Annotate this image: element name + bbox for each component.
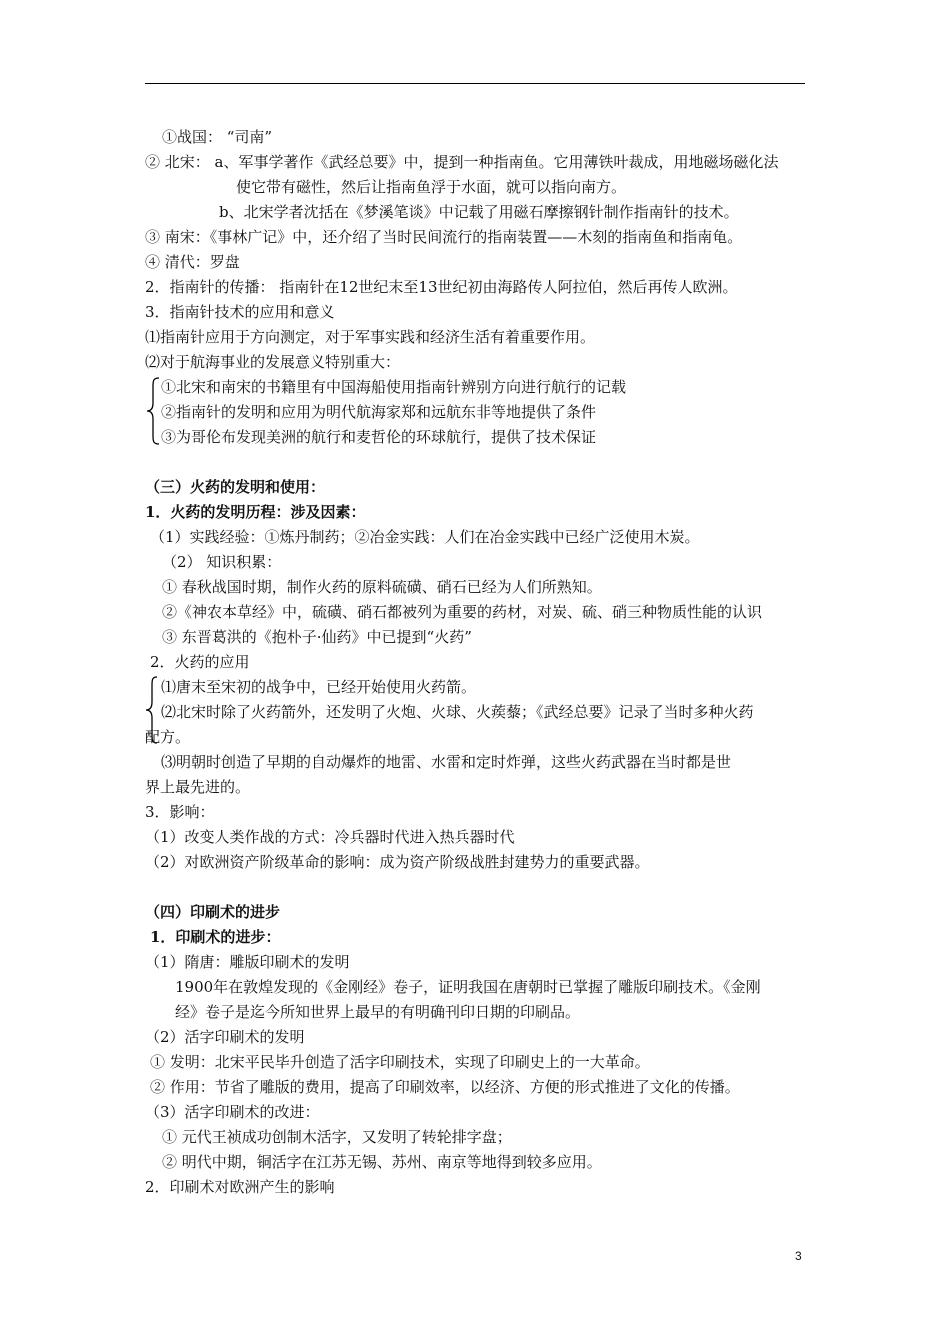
text-line: ①战国： “司南”: [162, 128, 273, 146]
text-line: ② 明代中期，铜活字在江苏无锡、苏州、南京等地得到较多应用。: [162, 1153, 602, 1171]
text-line: ① 春秋战国时期，制作火药的原料硫磺、硝石已经为人们所熟知。: [162, 578, 602, 596]
text-line: ②指南针的发明和应用为明代航海家郑和远航东非等地提供了条件: [161, 403, 597, 421]
text-line: ② 北宋： a、军事学著作《武经总要》中，提到一种指南鱼。它用薄铁叶裁成，用地磁场磁化法: [145, 153, 779, 171]
text-line: ⑴唐末至宋初的战争中，已经开始使用火药箭。: [161, 678, 477, 696]
section-heading: （三）火药的发明和使用：: [145, 478, 326, 496]
text-line: ③为哥伦布发现美洲的航行和麦哲伦的环球航行，提供了技术保证: [161, 428, 597, 446]
header-rule: [145, 83, 805, 84]
text-line: 使它带有磁性，然后让指南鱼浮于水面，就可以指向南方。: [236, 178, 627, 196]
text-line: ②《神农本草经》中，硫磺、硝石都被列为重要的药材，对炭、硫、硝三种物质性能的认识: [162, 603, 763, 621]
page-number: 3: [795, 1249, 802, 1263]
text-line: 2．指南针的传播： 指南针在12世纪末至13世纪初由海路传人阿拉伯，然后再传人欧洲。: [145, 278, 738, 296]
text-line: ① 元代王祯成功创制木活字，又发明了转轮排字盘；: [162, 1128, 512, 1146]
text-line: ⑵对于航海事业的发展意义特别重大：: [145, 353, 401, 371]
text-line: ④ 清代：罗盘: [145, 253, 240, 271]
text-line: （2） 知识积累：: [162, 553, 282, 571]
text-line: 界上最先进的。: [145, 778, 251, 796]
text-line: （1）实践经验：①炼丹制药；②冶金实践：人们在冶金实践中已经广泛使用木炭。: [150, 528, 700, 546]
text-line: b、北宋学者沈括在《梦溪笔谈》中记载了用磁石摩擦钢针制作指南针的技术。: [219, 203, 739, 221]
text-line: 1900年在敦煌发现的《金刚经》卷子，证明我国在唐朝时已掌握了雕版印刷技术。《金刚: [175, 978, 761, 996]
section-heading: （四）印刷术的进步: [145, 903, 281, 921]
text-line: ⑵北宋时除了火药箭外，还发明了火炮、火球、火蒺藜；《武经总要》记录了当时多种火药: [161, 703, 754, 721]
text-line: 2．印刷术对欧洲产生的影响: [145, 1178, 335, 1196]
text-line: ③ 南宋：《事林广记》中，还介绍了当时民间流行的指南装置——木刻的指南鱼和指南龟。: [145, 228, 743, 246]
subsection-heading: 1．火药的发明历程：涉及因素：: [145, 503, 366, 521]
subsection-heading: 1．印刷术的进步：: [150, 928, 281, 946]
text-line: （3）活字印刷术的改进：: [145, 1103, 320, 1121]
text-line: ② 作用：节省了雕版的费用，提高了印刷效率，以经济、方便的形式推进了文化的传播。: [150, 1078, 740, 1096]
text-line: 配方。: [145, 728, 191, 746]
text-line: ③ 东晋葛洪的《抱朴子·仙药》中已提到“火药”: [162, 628, 472, 646]
text-line: ⑶明朝时创造了早期的自动爆炸的地雷、水雷和定时炸弹，这些火药武器在当时都是世: [161, 753, 732, 771]
text-line: ① 发明：北宋平民毕升创造了活字印刷技术，实现了印刷史上的一大革命。: [150, 1053, 650, 1071]
text-line: （1）改变人类作战的方式：冷兵器时代进入热兵器时代: [145, 828, 515, 846]
text-line: ⑴指南针应用于方向测定，对于军事实践和经济生活有着重要作用。: [145, 328, 596, 346]
text-line: 3．影响：: [145, 803, 215, 821]
text-line: 经》卷子是迄今所知世界上最早的有明确刊印日期的印刷品。: [175, 1003, 581, 1021]
curly-brace-icon: [145, 377, 161, 445]
text-line: 3．指南针技术的应用和意义: [145, 303, 335, 321]
text-line: ①北宋和南宋的书籍里有中国海船使用指南针辨别方向进行航行的记载: [161, 378, 627, 396]
text-line: （2）活字印刷术的发明: [145, 1028, 305, 1046]
text-line: 2．火药的应用: [150, 653, 250, 671]
text-line: （1）隋唐：雕版印刷术的发明: [145, 953, 350, 971]
text-line: （2）对欧洲资产阶级革命的影响：成为资产阶级战胜封建势力的重要武器。: [145, 853, 650, 871]
